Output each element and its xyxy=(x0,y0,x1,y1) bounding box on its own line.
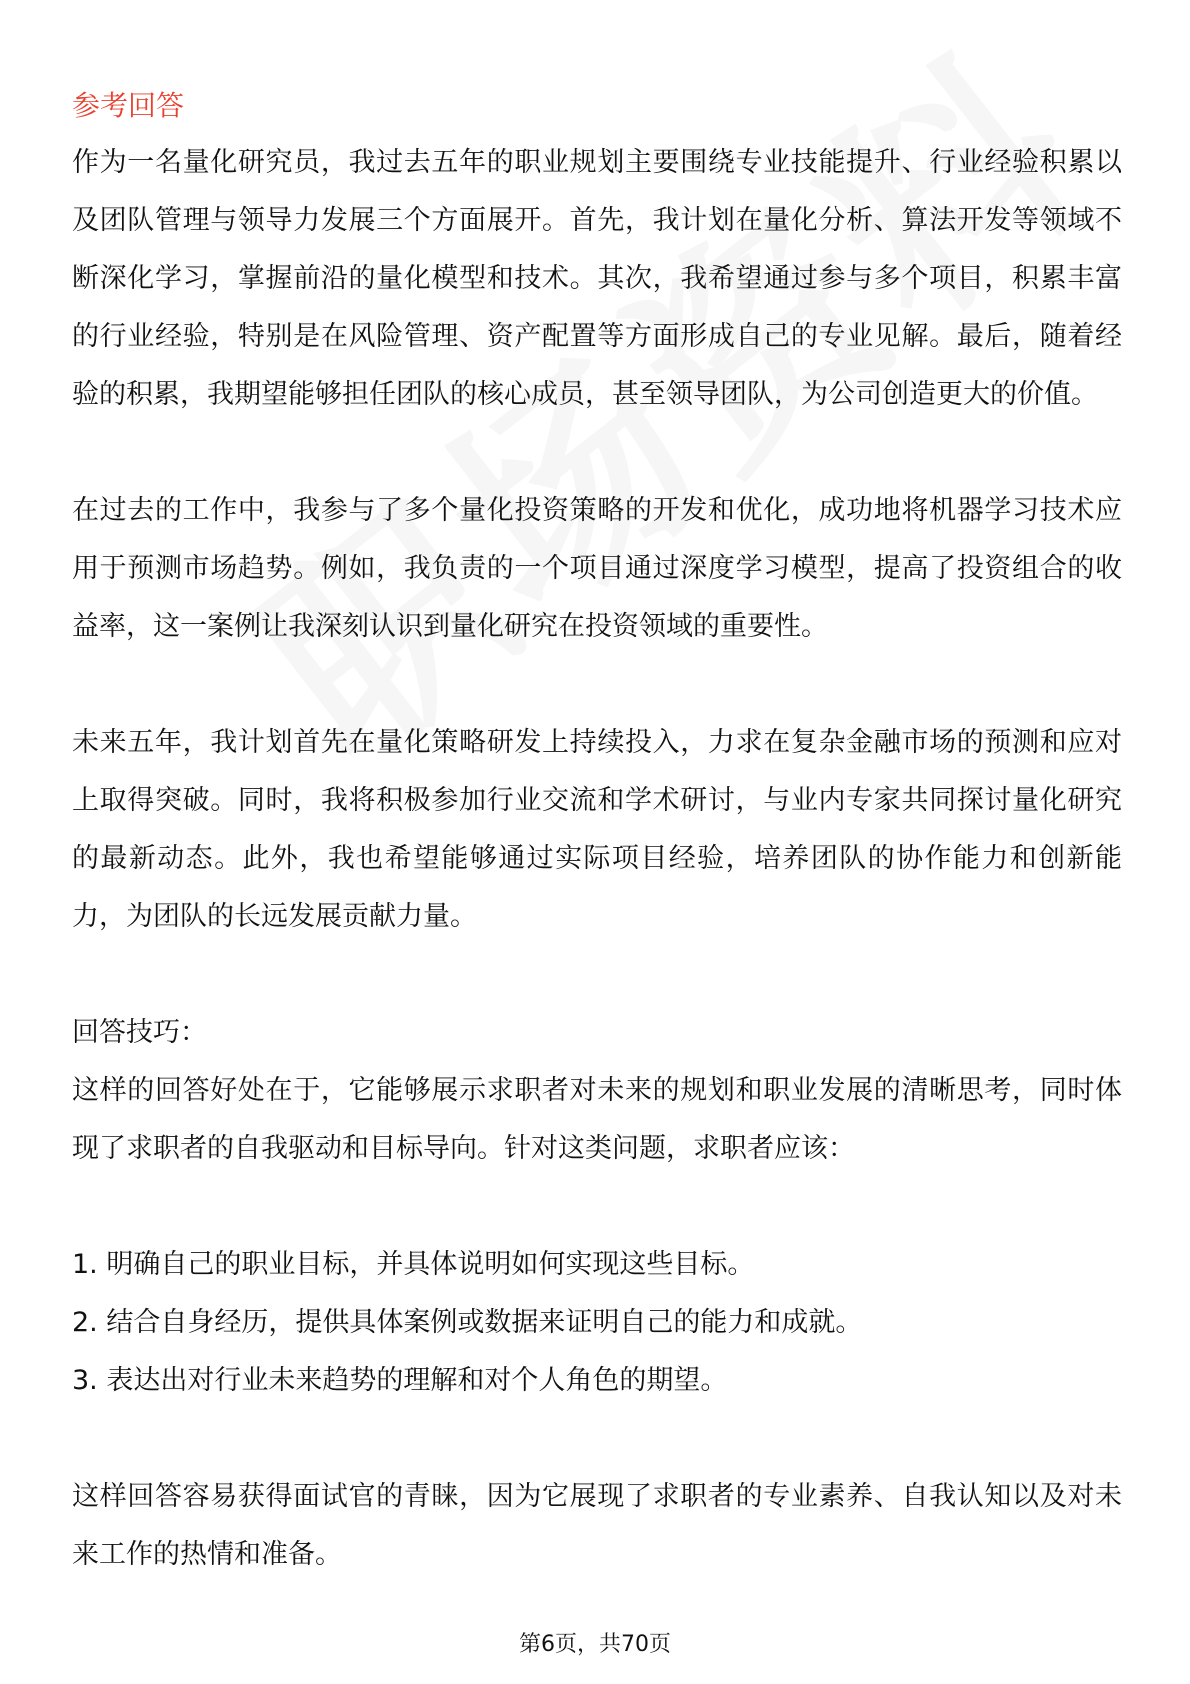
answer-paragraph-1: 作为一名量化研究员，我过去五年的职业规划主要围绕专业技能提升、行业经验积累以及团队管理与领导力发展三个方面展开。首先，我计划在量化分析、算法开发等领域不断深化学习，掌握前沿的量化模型和技术。其次，我希望通过参与多个项目，积累丰富的行业经验，特别是在风险管理、资产配置等方面形成自己的专业见解。最后，随着经验的积累，我期望能够担任团队的核心成员，甚至领导团队，为公司创造更大的价值。 xyxy=(72,147,1122,410)
page-number-footer: 第6页，共70页 xyxy=(519,1632,671,1657)
closing-paragraph: 这样回答容易获得面试官的青睐，因为它展现了求职者的专业素养、自我认知以及对未来工作的热情和准备。 xyxy=(72,1481,1122,1570)
paragraph-spacer xyxy=(72,946,1122,1004)
page-content xyxy=(72,84,1122,1584)
tips-label: 回答技巧： xyxy=(72,1017,207,1048)
answer-paragraph-3: 未来五年，我计划首先在量化策略研发上持续投入，力求在复杂金融市场的预测和应对上取得突破。同时，我将积极参加行业交流和学术研讨，与业内专家共同探讨量化研究的最新动态。此外，我也希望能够通过实际项目经验，培养团队的协作能力和创新能力，为团队的长远发展贡献力量。 xyxy=(72,727,1122,932)
tips-list-item-1: 1. 明确自己的职业目标，并具体说明如何实现这些目标。 xyxy=(72,1249,755,1280)
paragraph-spacer xyxy=(72,424,1122,482)
paragraph-spacer xyxy=(72,1178,1122,1236)
tips-list-item-3: 3. 表达出对行业未来趋势的理解和对个人角色的期望。 xyxy=(72,1365,728,1396)
tips-intro: 这样的回答好处在于，它能够展示求职者对未来的规划和职业发展的清晰思考，同时体现了求职者的自我驱动和目标导向。针对这类问题，求职者应该： xyxy=(72,1075,1122,1164)
answer-paragraph-2: 在过去的工作中，我参与了多个量化投资策略的开发和优化，成功地将机器学习技术应用于预测市场趋势。例如，我负责的一个项目通过深度学习模型，提高了投资组合的收益率，这一案例让我深刻认识到量化研究在投资领域的重要性。 xyxy=(72,495,1122,642)
paragraph-spacer xyxy=(72,656,1122,714)
tips-list-item-2: 2. 结合自身经历，提供具体案例或数据来证明自己的能力和成就。 xyxy=(72,1307,863,1338)
section-heading: 参考回答 xyxy=(72,89,185,122)
paragraph-spacer xyxy=(72,1410,1122,1468)
